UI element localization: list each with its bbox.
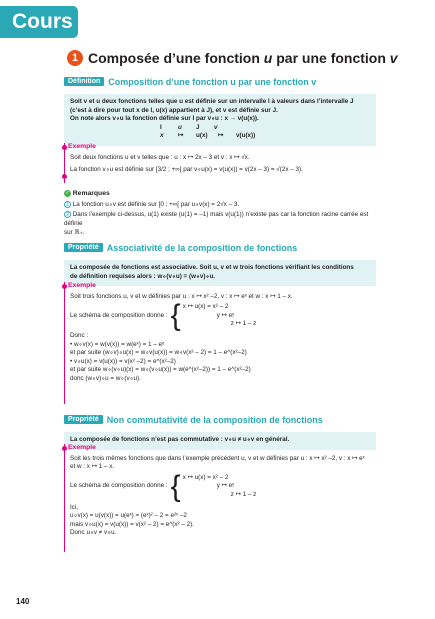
definition-box bbox=[64, 94, 376, 146]
example-line: et par suite (w∘v)∘u(x) = w∘v(u(x)) = w∘v(x² – 2) = 1 – e^(x²–2) bbox=[70, 349, 247, 357]
scheme-lines bbox=[183, 303, 257, 329]
definition-line: (c’est à dire pour tout x de I, u(x) appartient à J), et v est définie sur J. bbox=[70, 106, 278, 114]
section-heading bbox=[88, 50, 398, 66]
section-number-badge: 1 bbox=[67, 50, 83, 66]
remark-number: 1 bbox=[64, 201, 71, 208]
example-line: et w : x ↦ 1 – x. bbox=[70, 463, 115, 471]
section-title-u: u bbox=[263, 50, 273, 66]
table-cell: u(x) bbox=[196, 132, 208, 140]
example-line: • w∘v(x) = w(v(x)) = w(eˣ) = 1 – eˣ bbox=[70, 340, 165, 348]
composition-scheme bbox=[70, 299, 376, 333]
example-dot-icon bbox=[62, 174, 67, 179]
remarks-icon: ✓ bbox=[65, 190, 70, 196]
example-line: La fonction v∘u est définie sur [3/2 ; +∞[ par v∘u(x) = v(u(x)) = v(2x – 3) = √(2x – 3). bbox=[70, 166, 303, 174]
table-cell: I bbox=[160, 123, 162, 131]
example-line: donc (w∘v)∘u = w∘(v∘u). bbox=[70, 374, 141, 382]
brace-icon: { bbox=[170, 299, 181, 333]
definition-block bbox=[64, 73, 376, 146]
example-dot-icon bbox=[62, 446, 67, 451]
example-1 bbox=[64, 143, 376, 183]
remark-number: 2 bbox=[64, 211, 71, 218]
definition-tag: Définition bbox=[64, 77, 104, 86]
property-tag: Propriété bbox=[64, 415, 103, 424]
example-line: et par suite w∘(v∘u)(x) = w∘(v∘u(x)) = w(e^(x²–2)) = 1 – e^(x²–2) bbox=[70, 366, 251, 374]
definition-title: Composition d’une fonction u par une fonction v bbox=[108, 76, 317, 87]
table-cell: u bbox=[178, 123, 182, 131]
example-2 bbox=[64, 282, 376, 404]
scheme-lines bbox=[183, 474, 257, 500]
page-number: 140 bbox=[16, 597, 30, 606]
table-cell: v(u(x)) bbox=[236, 132, 256, 140]
definition-table-row-1 bbox=[160, 124, 370, 133]
example-line: Donc u∘v ≠ v∘u. bbox=[70, 529, 117, 537]
table-cell: ↦ bbox=[218, 132, 224, 140]
example-label: Exemple bbox=[68, 143, 96, 150]
remarks-block bbox=[64, 190, 376, 237]
composition-scheme bbox=[70, 469, 376, 503]
definition-line: On note alors v∘u la fonction définie sur I par v∘u : x → v(u(x)). bbox=[70, 115, 259, 123]
example-line: Soit deux fonctions u et v telles que : u : x ↦ 2x – 3 et v : x ↦ √x. bbox=[70, 153, 250, 161]
property-line: La composée de fonctions n’est pas commutative : v∘u ≠ u∘v en général. bbox=[70, 436, 290, 443]
scheme-line: z ↦ 1 – z bbox=[230, 490, 257, 498]
remark-text: La fonction u∘v est définie sur [0 ; +∞[ par u∘v(x) = 2√x – 3. bbox=[72, 200, 240, 208]
scheme-line: x ↦ u(x) = x² – 2 bbox=[182, 303, 229, 311]
definition-line: Soit v et u deux fonctions telles que u est définie sur un intervalle I à valeurs dans l’intervalle J bbox=[70, 98, 354, 105]
scheme-line: y ↦ eʸ bbox=[216, 311, 235, 319]
remarks-label: Remarques bbox=[72, 190, 110, 198]
scheme-line: z ↦ 1 – z bbox=[230, 320, 257, 328]
example-line: Soit trois fonctions u, v et w définies par u : x ↦ x² –2, v : x ↦ eˣ et w : x ↦ 1 – x. bbox=[70, 292, 293, 300]
example-line: • v∘u(x) = v(u(x)) = v(x² –2) = e^(x²–2) bbox=[70, 357, 176, 365]
example-line: mais v∘u(x) = v(u(x)) = v(x² – 2) = e^(x² – 2). bbox=[70, 520, 194, 528]
remark-text: sur ℝ₊. bbox=[64, 228, 85, 236]
table-cell: v bbox=[214, 123, 218, 131]
example-line: Donc : bbox=[70, 331, 89, 339]
table-cell: x bbox=[160, 132, 164, 140]
example-3 bbox=[64, 444, 376, 552]
section-title-v: v bbox=[389, 50, 398, 66]
scheme-line: x ↦ u(x) = x² – 2 bbox=[182, 473, 229, 481]
cours-tab: Cours bbox=[0, 6, 78, 38]
section-title-part: par une fonction bbox=[272, 50, 390, 66]
property-line: La composée de fonctions est associative. Soit u, v et w trois fonctions vérifiant les conditions bbox=[70, 264, 354, 271]
example-dot-icon bbox=[62, 284, 67, 289]
property-title: Non commutativité de la composition de fonctions bbox=[106, 414, 323, 425]
example-line: Soit les trois mêmes fonctions que dans l’exemple précédent u, v et w définies par u : x ↦ x² –2, v : x ↦ eˣ bbox=[70, 454, 365, 462]
table-cell: J bbox=[196, 123, 200, 131]
section-title bbox=[67, 50, 398, 66]
brace-icon: { bbox=[170, 469, 181, 503]
header-band bbox=[0, 0, 435, 44]
definition-table-row-2 bbox=[160, 132, 370, 141]
property-title: Associativité de la composition de fonctions bbox=[106, 242, 298, 253]
property-line: de définition requises alors : w∘(v∘u) = (w∘v)∘u. bbox=[70, 272, 216, 280]
scheme-label: Le schéma de composition donne : bbox=[70, 311, 168, 319]
property-1-block bbox=[64, 239, 376, 286]
scheme-line: y ↦ eʸ bbox=[216, 482, 235, 490]
example-label: Exemple bbox=[68, 282, 96, 289]
example-label: Exemple bbox=[68, 444, 96, 451]
section-title-part: Composée d’une fonction bbox=[88, 50, 264, 66]
example-dot-icon bbox=[62, 145, 67, 150]
example-line: Ici, bbox=[70, 503, 79, 511]
scheme-label: Le schéma de composition donne : bbox=[70, 482, 168, 490]
remark-text: Dans l’exemple ci-dessus, u(1) existe (u(1) = –1) mais v(u(1)) n’existe pas car la fonction racine carrée est définie bbox=[64, 211, 369, 227]
property-tag: Propriété bbox=[64, 243, 103, 252]
table-cell: ↦ bbox=[178, 132, 184, 140]
example-line: u∘v(x) = u(v(x)) = u(eˣ) = (eˣ)² – 2 = e²ˣ –2 bbox=[70, 512, 187, 520]
